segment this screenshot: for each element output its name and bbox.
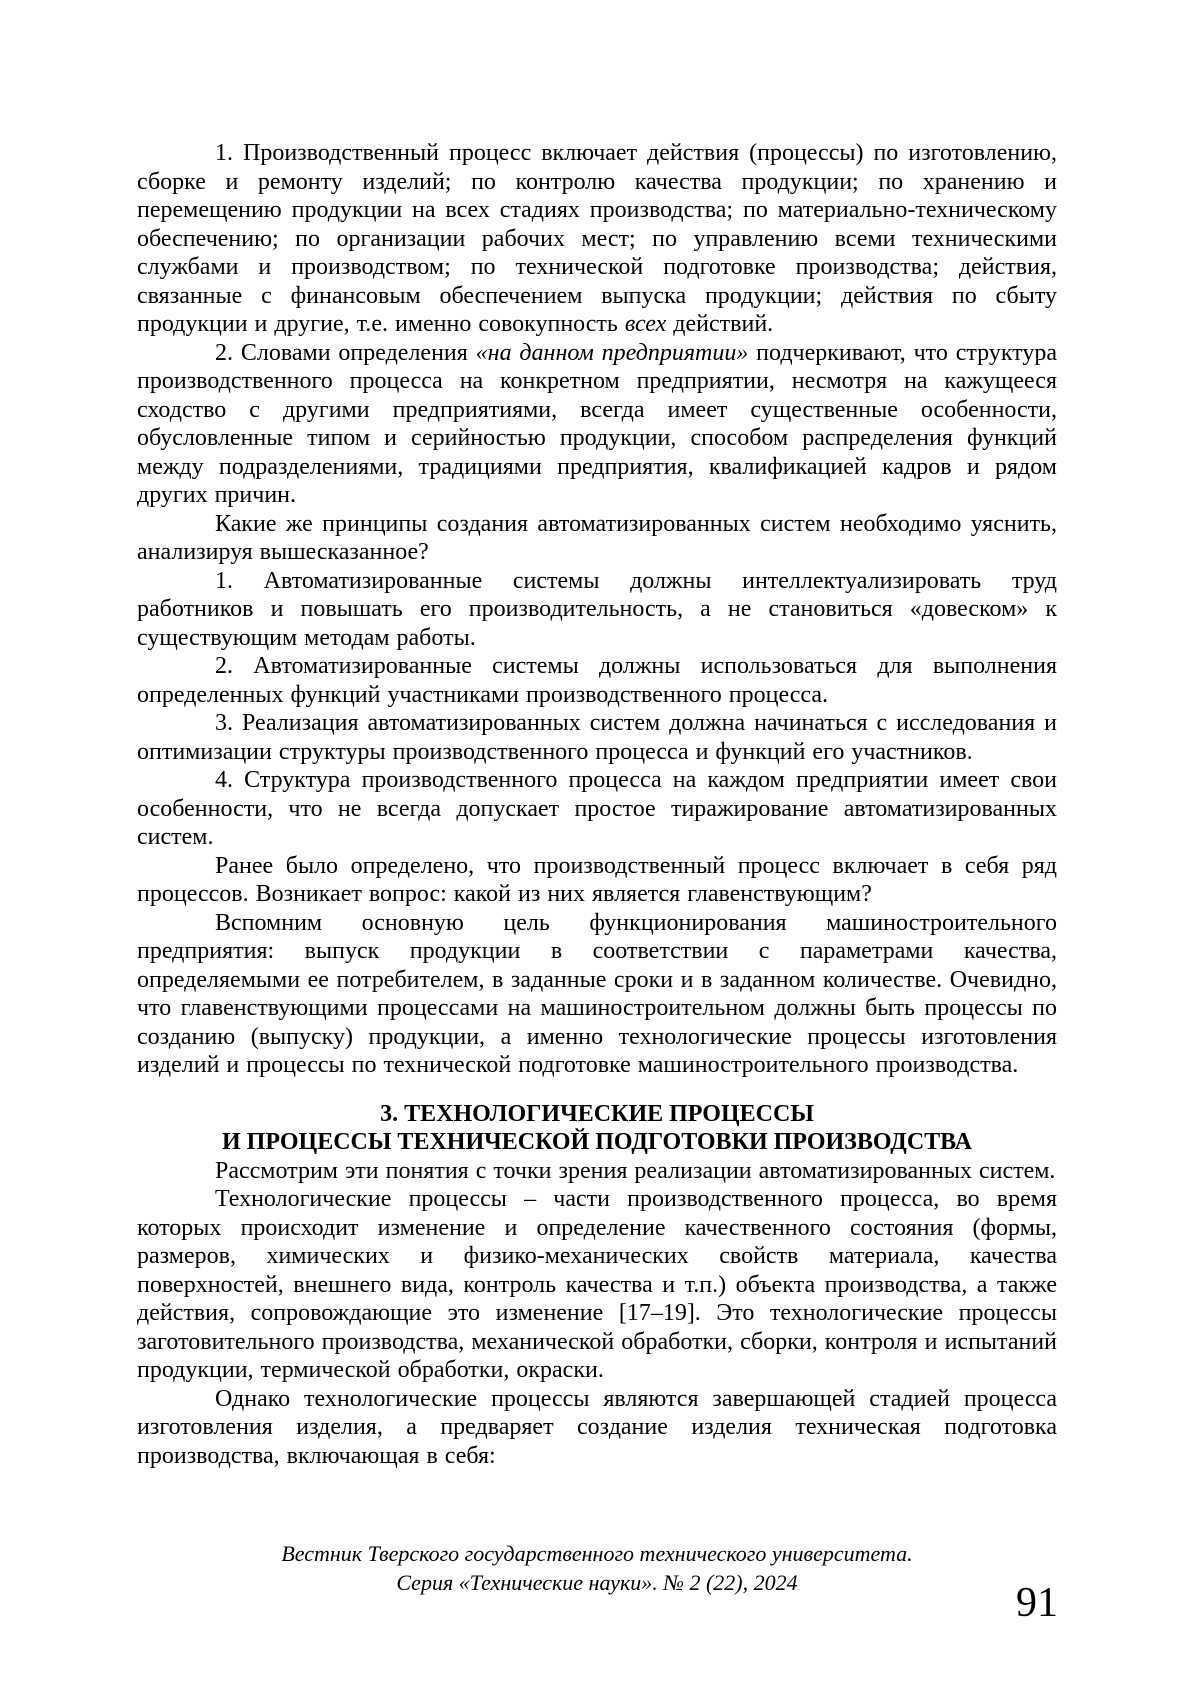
paragraph <box>137 1157 1057 1186</box>
paragraph-run: подчеркивают, что структура производственного процесса на конкретном предприятии, несмотря на кажущееся сходство с другими предприятиями, всегда имеет существенные особенности, обусловленные типом и серийностью продукции, способом распределения функций между подразделениями, традициями предприятия, квалификацией кадров и рядом других причин. <box>137 339 1057 508</box>
page-number: 91 <box>1016 1580 1058 1626</box>
paragraph <box>137 766 1057 852</box>
paragraph-run: 2. Автоматизированные системы должны использоваться для выполнения определенных функций участниками производственного процесса. <box>137 653 1057 708</box>
paragraph <box>137 567 1057 653</box>
paragraph <box>137 510 1057 567</box>
paragraph-run: Какие же принципы создания автоматизированных систем необходимо уяснить, анализируя вышесказанное? <box>137 510 1057 565</box>
paragraph <box>137 339 1057 510</box>
body-text <box>137 139 1057 1470</box>
paragraph-run: 1. Производственный процесс включает действия (процессы) по изготовлению, сборке и ремонту изделий; по контролю качества продукции; по хранению и перемещению продукции на всех стадиях производства; по материально-техническому обеспечению; по организации рабочих мест; по управлению всеми техническими службами и производством; по технической подготовке производства; действия, связанные с финансовым обеспечением выпуска продукции; действия по сбыту продукции и другие, т.е. именно совокупность <box>137 140 1057 337</box>
paragraph <box>137 909 1057 1080</box>
paragraph-run: Однако технологические процессы являются завершающей стадией процесса изготовления изделия, а предваряет создание изделия техническая подготовка производства, включающая в себя: <box>137 1385 1057 1469</box>
paragraph-run: Вспомним основную цель функционирования машиностроительного предприятия: выпуск продукции в соответствии с параметрами качества, определяемыми ее потребителем, в заданные сроки и в заданном количестве. Очевидно, что главенствующими процессами на машиностроительном должны быть процессы по созданию (выпуску) продукции, а именно технологические процессы изготовления изделий и процессы по технической подготовке машиностроительного производства. <box>137 909 1057 1078</box>
paragraph-run: 1. Автоматизированные системы должны интеллектуализировать труд работников и повышать его производительность, а не становиться «довеском» к существующим методам работы. <box>137 567 1057 651</box>
section-heading-line: И ПРОЦЕССЫ ТЕХНИЧЕСКОЙ ПОДГОТОВКИ ПРОИЗВОДСТВА <box>222 1129 972 1155</box>
paragraph <box>137 1185 1057 1385</box>
journal-footer-line-1: Вестник Тверского государственного технического университета. <box>281 1541 913 1566</box>
paragraph-run: 3. Реализация автоматизированных систем должна начинаться с исследования и оптимизации структуры производственного процесса и функций его участников. <box>137 710 1057 765</box>
paragraph-run: Технологические процессы – части производственного процесса, во время которых происходит изменение и определение качественного состояния (формы, размеров, химических и физико-механических свойств материала, качества поверхностей, внешнего вида, контроль качества и т.п.) объекта производства, а также действия, сопровождающие это изменение [17–19]. Это технологические процессы заготовительного производства, механической обработки, сборки, контроля и испытаний продукции, термической обработки, окраски. <box>137 1186 1057 1383</box>
paragraph-run-italic: «на данном предприятии» <box>475 339 749 366</box>
paragraph-run: Рассмотрим эти понятия с точки зрения реализации автоматизированных систем. <box>215 1157 1056 1184</box>
section-heading-line: 3. ТЕХНОЛОГИЧЕСКИЕ ПРОЦЕССЫ <box>380 1100 814 1127</box>
journal-footer <box>137 1539 1057 1597</box>
paragraph <box>137 652 1057 709</box>
paragraph <box>137 139 1057 339</box>
paragraph-run: действий. <box>666 311 774 337</box>
paragraph <box>137 852 1057 909</box>
paragraph-run-italic: всех <box>624 311 667 337</box>
section-heading <box>137 1100 1057 1157</box>
paragraph <box>137 1385 1057 1471</box>
paragraph-run: 4. Структура производственного процесса на каждом предприятии имеет свои особенности, что не всегда допускает простое тиражирование автоматизированных систем. <box>137 767 1057 850</box>
paragraph-run: 2. Словами определения <box>215 339 476 366</box>
journal-footer-line-2: Серия «Технические науки». № 2 (22), 2024 <box>396 1570 798 1595</box>
paragraph-run: Ранее было определено, что производственный процесс включает в себя ряд процессов. Возникает вопрос: какой из них является главенствующим? <box>137 852 1057 907</box>
paragraph <box>137 709 1057 766</box>
